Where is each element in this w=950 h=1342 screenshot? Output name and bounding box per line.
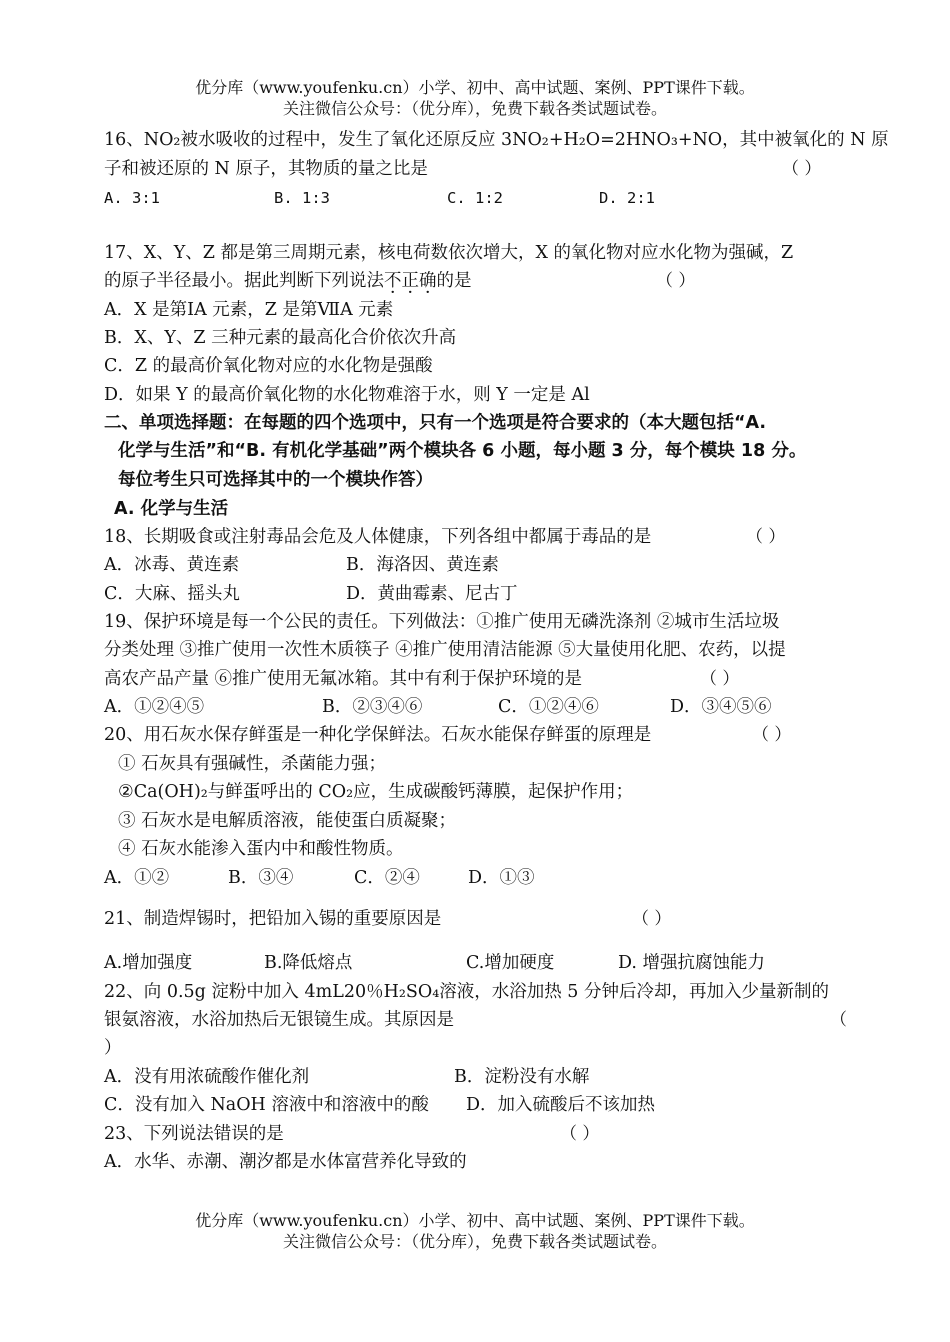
q21-stem: 21、制造焊锡时，把铅加入锡的重要原因是 <box>104 909 442 929</box>
q20-item-4: ④ 石灰水能渗入蛋内中和酸性物质。 <box>118 839 404 859</box>
section-2-line-3: 每位考生只可选择其中的一个模块作答） <box>118 470 433 490</box>
q22-option-c: C．没有加入 NaOH 溶液中和溶液中的酸 <box>104 1095 429 1115</box>
q23-stem: 23、下列说法错误的是 <box>104 1124 284 1144</box>
q17-emphasis: 不正确 <box>384 271 437 291</box>
footer-line-2: 关注微信公众号：（优分库），免费下载各类试题试卷。 <box>282 1232 667 1251</box>
q20-item-3: ③ 石灰水是电解质溶液，能使蛋白质凝聚； <box>118 811 457 831</box>
q17-line-2-c: 的是 <box>436 271 472 291</box>
q23-option-a: A．水华、赤潮、潮汐都是水体富营养化导致的 <box>104 1152 467 1172</box>
footer-line-1: 优分库（www.youfenku.cn）小学、初中、高中试题、案例、PPT课件下载。 <box>195 1211 755 1230</box>
q22-option-a: A．没有用浓硫酸作催化剂 <box>104 1067 310 1087</box>
section-2-line-2: 化学与生活”和“B. 有机化学基础”两个模块各 6 小题，每小题 3 分，每个模块 18 分。 <box>118 441 807 461</box>
q18-option-b: B．海洛因、黄连素 <box>346 555 499 575</box>
q21-option-d: D. 增强抗腐蚀能力 <box>618 953 766 973</box>
q17-option-b: B．X、Y、Z 三种元素的最高化合价依次升高 <box>104 328 457 348</box>
q17-option-a: A．X 是第ⅠA 元素，Z 是第ⅦA 元素 <box>104 300 394 320</box>
q20-option-d: D．①③ <box>468 868 535 888</box>
q18-option-d: D．黄曲霉素、尼古丁 <box>346 584 518 604</box>
q22-line-2: 银氨溶液，水浴加热后无银镜生成。其原因是 <box>104 1010 454 1030</box>
q17-option-c: C．Z 的最高价氧化物对应的水化物是强酸 <box>104 356 433 376</box>
q20-answer-paren: （ ） <box>752 725 792 745</box>
q18-option-c: C．大麻、摇头丸 <box>104 584 240 604</box>
q20-option-b: B．③④ <box>228 868 294 888</box>
q19-line-2: 分类处理 ③推广使用一次性木质筷子 ④推广使用清洁能源 ⑤大量使用化肥、农药，以提 <box>104 640 786 660</box>
q22-paren-close: ） <box>104 1038 122 1058</box>
q16-option-c: C. 1:2 <box>447 189 503 207</box>
q21-answer-paren: （ ） <box>632 909 672 929</box>
q20-option-a: A．①② <box>104 868 170 888</box>
q18-option-a: A．冰毒、黄连素 <box>104 555 240 575</box>
q22-option-b: B．淀粉没有水解 <box>454 1067 590 1087</box>
q16-line-2: 子和被还原的 N 原子，其物质的量之比是 <box>104 159 428 179</box>
q19-line-1: 19、保护环境是每一个公民的责任。下列做法：①推广使用无磷洗涤剂 ②城市生活垃圾 <box>104 612 780 632</box>
q19-option-b: B．②③④⑥ <box>322 697 423 717</box>
q21-option-b: B.降低熔点 <box>264 953 353 973</box>
q22-paren-open: （ <box>830 1010 847 1030</box>
q17-line-2-a: 的原子半径最小。据此判断下列说法 <box>104 271 384 291</box>
q20-item-2: ②Ca(OH)₂与鲜蛋呼出的 CO₂应，生成碳酸钙薄膜，起保护作用； <box>118 782 634 802</box>
q16-option-d: D. 2:1 <box>599 189 655 207</box>
q16-option-a: A. 3:1 <box>104 189 160 207</box>
q19-option-a: A．①②④⑤ <box>104 697 205 717</box>
header-line-2: 关注微信公众号：（优分库），免费下载各类试题试卷。 <box>282 99 667 118</box>
q16-option-b: B. 1:3 <box>274 189 330 207</box>
q18-answer-paren: （ ） <box>746 527 786 547</box>
q19-option-d: D．③④⑤⑥ <box>670 697 772 717</box>
q23-answer-paren: （ ） <box>560 1124 600 1144</box>
q19-answer-paren: （ ） <box>700 669 740 689</box>
q18-stem: 18、长期吸食或注射毒品会危及人体健康，下列各组中都属于毒品的是 <box>104 527 652 547</box>
section-2-subtitle: A. 化学与生活 <box>114 499 229 519</box>
q21-option-c: C.增加硬度 <box>466 953 555 973</box>
q17-option-d: D．如果 Y 的最高价氧化物的水化物难溶于水，则 Y 一定是 Al <box>104 385 590 405</box>
section-2-line-1: 二、单项选择题：在每题的四个选项中，只有一个选项是符合要求的（本大题包括“A. <box>104 413 767 433</box>
q19-line-3: 高农产品产量 ⑥推广使用无氟冰箱。其中有利于保护环境的是 <box>104 669 583 689</box>
q17-line-1: 17、X、Y、Z 都是第三周期元素，核电荷数依次增大，X 的氧化物对应水化物为强碱，Z <box>104 243 794 263</box>
header-line-1: 优分库（www.youfenku.cn）小学、初中、高中试题、案例、PPT课件下载。 <box>195 78 755 97</box>
q22-line-1: 22、向 0.5g 淀粉中加入 4mL20％H₂SO₄溶液，水浴加热 5 分钟后冷却，再加入少量新制的 <box>104 982 829 1002</box>
q17-answer-paren: （ ） <box>656 271 696 291</box>
q20-item-1: ① 石灰具有强碱性，杀菌能力强； <box>118 754 387 774</box>
q22-option-d: D．加入硫酸后不该加热 <box>466 1095 656 1115</box>
q20-stem: 20、用石灰水保存鲜蛋是一种化学保鲜法。石灰水能保存鲜蛋的原理是 <box>104 725 652 745</box>
q19-option-c: C．①②④⑥ <box>498 697 599 717</box>
q16-answer-paren: （ ） <box>782 159 822 179</box>
q20-option-c: C．②④ <box>354 868 420 888</box>
q16-line-1: 16、NO₂被水吸收的过程中，发生了氧化还原反应 3NO₂+H₂O=2HNO₃+NO，其中被氧化的 N 原 <box>104 130 889 150</box>
q17-line-2 <box>104 269 472 293</box>
q21-option-a: A.增加强度 <box>104 953 193 973</box>
